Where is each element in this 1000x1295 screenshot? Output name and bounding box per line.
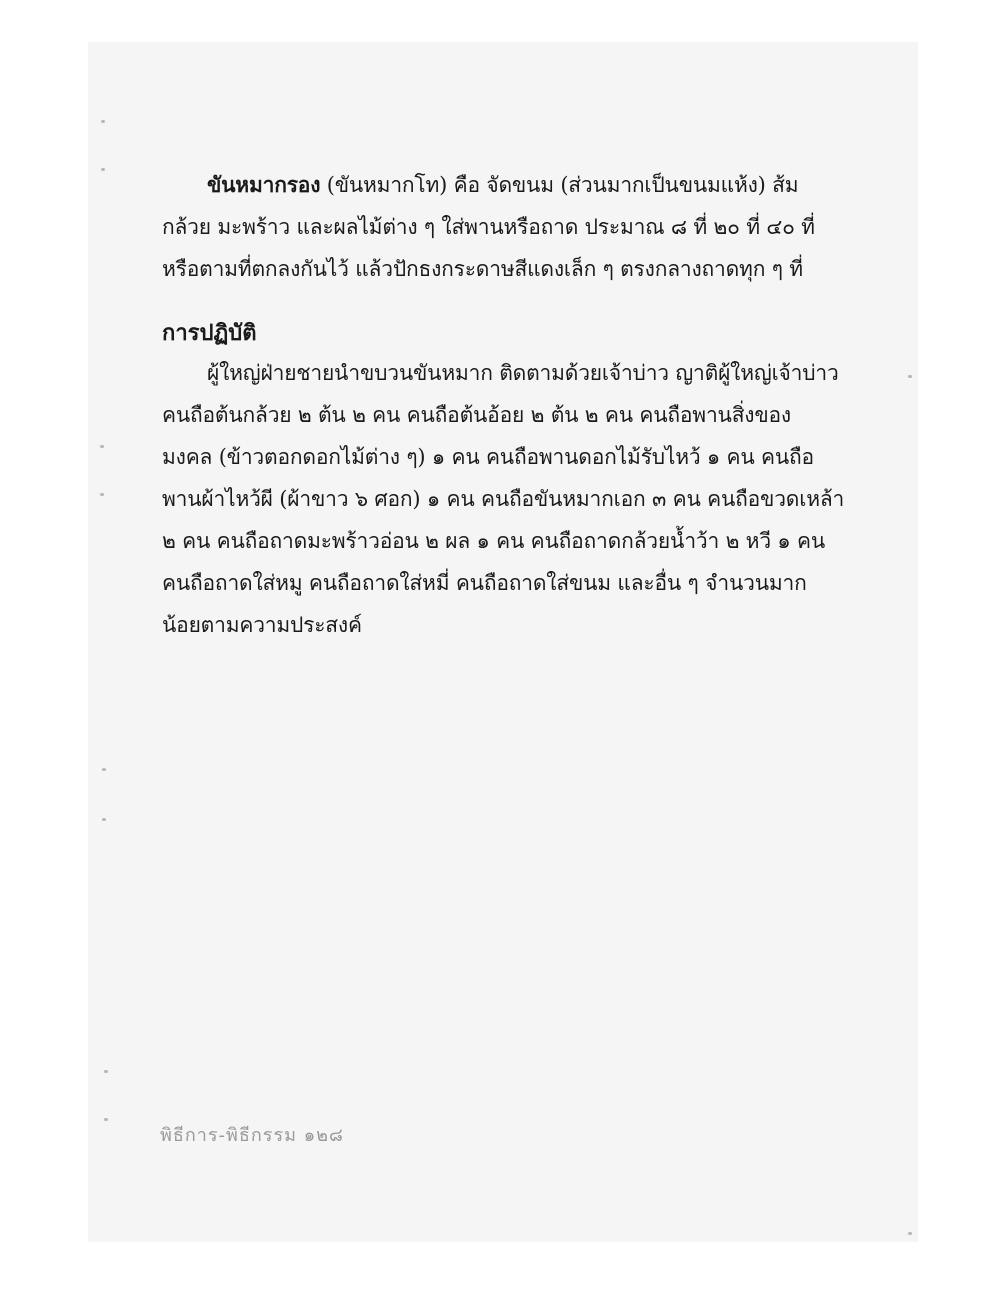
paragraph-2-line-1: ผู้ใหญ่ฝ่ายชายนำขบวนขันหมาก ติดตามด้วยเจ้าบ่าว ญาติผู้ใหญ่เจ้าบ่าว [207, 361, 839, 385]
page-footer: พิธีการ-พิธีกรรม ๑๒๘ [160, 1125, 344, 1146]
term-khanmak-rong: ขันหมากรอง [207, 172, 321, 197]
paragraph-2-line-2: คนถือต้นกล้วย ๒ ต้น ๒ คน คนถือต้นอ้อย ๒ ต้น ๒ คน คนถือพานสิ่งของ [162, 403, 791, 427]
paragraph-1-line-3: หรือตามที่ตกลงกันไว้ แล้วปักธงกระดาษสีแดงเล็ก ๆ ตรงกลางถาดทุก ๆ ที่ [162, 257, 803, 281]
paragraph-2-line-5: ๒ คน คนถือถาดมะพร้าวอ่อน ๒ ผล ๑ คน คนถือถาดกล้วยน้ำว้า ๒ หวี ๑ คน [162, 529, 826, 553]
paragraph-1-line-2: กล้วย มะพร้าว และผลไม้ต่าง ๆ ใส่พานหรือถาด ประมาณ ๘ ที่ ๒๐ ที่ ๔๐ ที่ [162, 215, 815, 239]
paragraph-2-line-4: พานผ้าไหว้ผี (ผ้าขาว ๖ ศอก) ๑ คน คนถือขันหมากเอก ๓ คน คนถือขวดเหล้า [162, 487, 845, 511]
paragraph-2-line-6: คนถือถาดใส่หมู คนถือถาดใส่หมี่ คนถือถาดใส่ขนม และอื่น ๆ จำนวนมาก [162, 571, 807, 595]
section-heading: การปฏิบัติ [162, 320, 257, 346]
paragraph-2-line-7: น้อยตามความประสงค์ [162, 613, 362, 637]
paragraph-1-line-1-text: (ขันหมากโท) คือ จัดขนม (ส่วนมากเป็นขนมแห้ง) ส้ม [320, 173, 799, 197]
paragraph-2-line-3: มงคล (ข้าวตอกดอกไม้ต่าง ๆ) ๑ คน คนถือพานดอกไม้รับไหว้ ๑ คน คนถือ [162, 445, 814, 469]
paragraph-1-line-1 [207, 170, 812, 200]
